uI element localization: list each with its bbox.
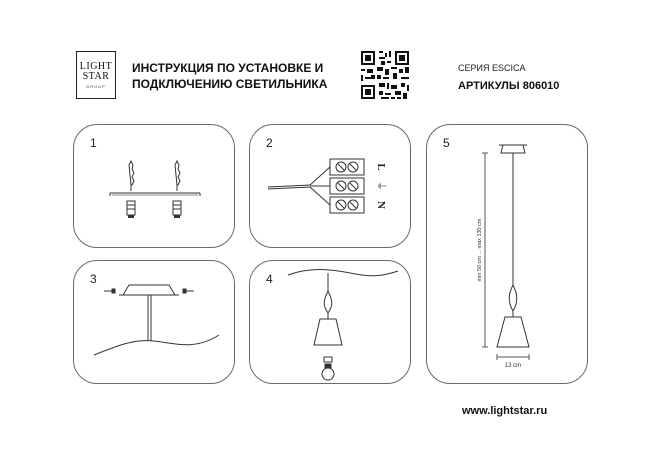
canopy-mount-diagram bbox=[74, 261, 236, 385]
series-label: СЕРИЯ ESCICA bbox=[458, 63, 526, 73]
website-link[interactable]: www.lightstar.ru bbox=[462, 405, 548, 417]
qr-code-icon bbox=[359, 49, 411, 101]
terminal-block-diagram bbox=[250, 125, 412, 249]
step-3-panel bbox=[73, 260, 235, 384]
step-5-number: 5 bbox=[443, 136, 450, 150]
logo-line-3: GROUP bbox=[86, 83, 106, 89]
shade-bulb-diagram bbox=[250, 261, 412, 385]
step-3-number: 3 bbox=[90, 272, 97, 286]
mounting-bracket-diagram bbox=[74, 125, 236, 249]
title-line-1: ИНСТРУКЦИЯ ПО УСТАНОВКЕ И bbox=[132, 61, 324, 75]
page-title bbox=[132, 60, 352, 92]
terminal-label-n: N bbox=[375, 201, 387, 209]
terminal-label-l: L bbox=[375, 163, 387, 171]
height-dimension-label: min 50 cm ... max 130 cm bbox=[477, 218, 483, 282]
logo-line-1: LIGHT bbox=[79, 60, 113, 72]
step-1-panel bbox=[73, 124, 235, 248]
lightstar-logo-icon bbox=[76, 51, 116, 99]
title-line-2: ПОДКЛЮЧЕНИЮ СВЕТИЛЬНИКА bbox=[132, 77, 328, 91]
logo-line-2: STAR bbox=[82, 70, 110, 82]
step-5-panel bbox=[426, 124, 588, 384]
ground-symbol-icon: ⏚ bbox=[375, 181, 386, 191]
width-dimension-label: 13 cm bbox=[504, 363, 522, 369]
step-4-number: 4 bbox=[266, 272, 273, 286]
step-2-number: 2 bbox=[266, 136, 273, 150]
lamp-dimension-diagram bbox=[427, 125, 589, 385]
article-label: АРТИКУЛЫ 806010 bbox=[458, 80, 560, 92]
step-1-number: 1 bbox=[90, 136, 97, 150]
step-2-panel bbox=[249, 124, 411, 248]
step-4-panel bbox=[249, 260, 411, 384]
